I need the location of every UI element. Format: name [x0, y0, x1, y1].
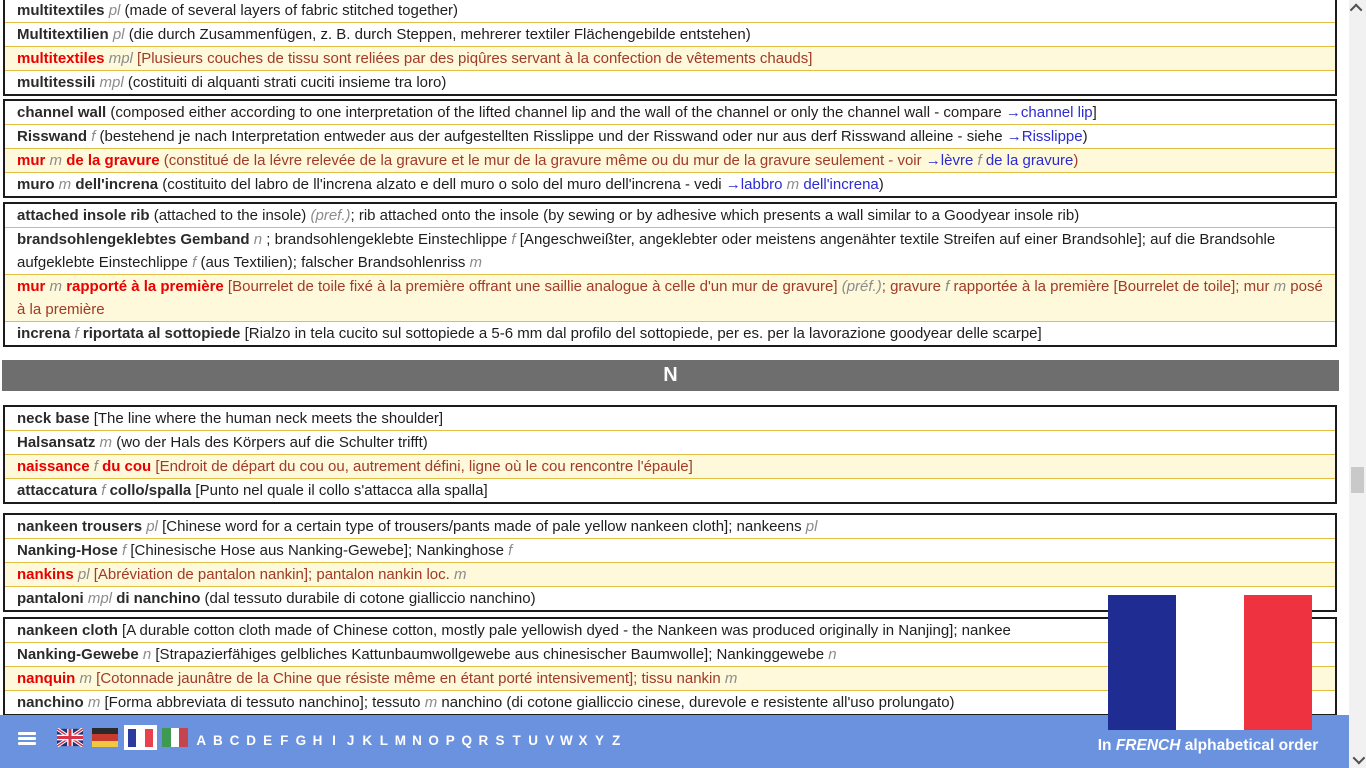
- text-segment: m: [83, 694, 105, 711]
- entry-row-en: [5, 0, 1335, 23]
- text-segment: f: [117, 542, 131, 559]
- alphabet-letter-B[interactable]: B: [213, 733, 223, 748]
- alphabet-letter-S[interactable]: S: [495, 733, 505, 748]
- text-segment: multitessili: [17, 74, 96, 91]
- entry-block-multitextiles: [3, 0, 1337, 96]
- text-segment: ; gravure: [881, 278, 946, 295]
- entry-row-it: [5, 479, 1335, 502]
- text-segment: de la gravure: [66, 152, 160, 169]
- entry-row-it: [5, 71, 1335, 94]
- german-flag-button[interactable]: [92, 728, 118, 747]
- text-segment: nanchino (di cotone gialliccio cinese, durevole e resistente all'uso prolungato): [441, 694, 955, 711]
- alphabet-letter-R[interactable]: R: [478, 733, 489, 748]
- text-segment: rapportée à la première [Bourrelet de toile]; mur: [953, 278, 1274, 295]
- text-segment: nankeen cloth: [17, 622, 118, 639]
- text-segment: [Forma abbreviata di tessuto nanchino]; tessuto: [104, 694, 425, 711]
- text-segment: posé à la première: [17, 278, 1323, 318]
- text-segment: (made of several layers of fabric stitched together): [124, 2, 459, 19]
- text-segment: attaccatura: [17, 482, 98, 499]
- alphabet-letter-V[interactable]: V: [545, 733, 555, 748]
- text-segment: mur: [17, 278, 46, 295]
- cross-reference-link[interactable]: →channel lip: [1005, 104, 1093, 121]
- text-segment: nanquin: [17, 670, 76, 687]
- entry-row-fr: [5, 455, 1335, 479]
- text-segment: mpl: [83, 590, 117, 607]
- text-segment: Multitextilien: [17, 26, 109, 43]
- text-segment: nankeen trousers: [17, 518, 143, 535]
- text-segment: f: [945, 278, 954, 295]
- text-segment: pl: [104, 2, 125, 19]
- text-segment: m: [782, 176, 804, 193]
- text-segment: mur: [17, 152, 46, 169]
- sort-order-note: In FRENCH alphabetical order: [1097, 737, 1319, 754]
- text-segment: multitextiles: [17, 50, 105, 67]
- section-letter-header: [2, 360, 1339, 391]
- alphabet-letter-A[interactable]: A: [196, 733, 207, 748]
- entry-row-de: [5, 23, 1335, 47]
- alphabet-letter-Y[interactable]: Y: [595, 733, 605, 748]
- text-segment: (aus Textilien); falscher Brandsohlenriss: [200, 254, 470, 271]
- alphabet-letter-E[interactable]: E: [263, 733, 273, 748]
- text-segment: multitextiles: [17, 2, 105, 19]
- text-segment: (costituiti di alquanti strati cuciti insieme tra loro): [127, 74, 447, 91]
- text-segment: m: [424, 694, 442, 711]
- text-segment: rapporté à la première: [66, 278, 224, 295]
- text-segment: [Rialzo in tela cucito sul sottopiede a 5-6 mm dal profilo del sottopiede, per es. per la lavorazione goodyear delle scarpe]: [240, 325, 1042, 342]
- text-segment: [Chinese word for a certain type of trousers/pants made of pale yellow nankeen cloth]; nankeens: [162, 518, 806, 535]
- text-segment: m: [724, 670, 738, 687]
- text-segment: f: [70, 325, 83, 342]
- text-segment: [Angeschweißter, angeklebter oder meistens angenähter textile Streifen auf einer Brandsohle]; auf die Brandsohle aufgeklebte Einstechlippe: [17, 231, 1276, 271]
- text-segment: ): [878, 176, 884, 193]
- alphabet-letter-I[interactable]: I: [332, 733, 336, 748]
- alphabet-index: [193, 733, 624, 748]
- cross-reference-link[interactable]: →lèvre: [925, 152, 974, 169]
- text-segment: mpl: [104, 50, 138, 67]
- text-segment: dell'increna: [75, 176, 159, 193]
- cross-reference-link[interactable]: de la gravure: [985, 152, 1074, 169]
- alphabet-letter-T[interactable]: T: [512, 733, 521, 748]
- section-letter: N: [663, 364, 678, 386]
- chevron-down-icon: [1353, 752, 1366, 765]
- text-segment: [Endroit de départ du cou ou, autrement défini, ligne où le cou rencontre l'épaule]: [151, 458, 693, 475]
- text-segment: f: [87, 128, 100, 145]
- cross-reference-link[interactable]: →Risslippe: [1006, 128, 1083, 145]
- alphabet-letter-L[interactable]: L: [379, 733, 388, 748]
- text-segment: (costituito del labro de ll'increna alzato e dell muro o solo del muro dell'increna - vedi: [158, 176, 726, 193]
- entry-row-en: [5, 101, 1335, 125]
- entry-block-attached-insole-rib: [3, 202, 1337, 347]
- text-segment: du cou: [102, 458, 152, 475]
- text-segment: (attached to the insole): [149, 207, 311, 224]
- text-segment: (préf.): [841, 278, 882, 295]
- text-segment: collo/spalla: [109, 482, 192, 499]
- entry-row-it: [5, 173, 1335, 196]
- text-segment: mpl: [95, 74, 128, 91]
- entry-row-it: [5, 322, 1335, 345]
- text-segment: [Chinesische Hose aus Nanking-Gewebe]; Nankinghose: [130, 542, 509, 559]
- scroll-down-button[interactable]: [1349, 751, 1366, 768]
- entry-row-fr: [5, 563, 1335, 587]
- text-segment: pl: [73, 566, 94, 583]
- scroll-up-button[interactable]: [1349, 0, 1366, 17]
- text-segment: n: [138, 646, 156, 663]
- text-segment: m: [469, 254, 482, 271]
- cross-reference-link[interactable]: →labbro: [725, 176, 783, 193]
- text-segment: channel wall: [17, 104, 107, 121]
- french-flag-button-selected[interactable]: [124, 725, 157, 750]
- text-segment: f: [89, 458, 103, 475]
- text-segment: [The line where the human neck meets the shoulder]: [89, 410, 444, 427]
- text-segment: brandsohlengeklebtes Gemband: [17, 231, 250, 248]
- text-segment: m: [45, 278, 67, 295]
- text-segment: ]: [1092, 104, 1097, 121]
- entry-row-en: [5, 515, 1335, 539]
- entry-row-en: [5, 407, 1335, 431]
- alphabet-letter-D[interactable]: D: [246, 733, 256, 748]
- text-segment: Risswand: [17, 128, 88, 145]
- text-segment: [Plusieurs couches de tissu sont reliées par des piqûres servant à la confection de vêtements chauds]: [137, 50, 813, 67]
- text-segment: pl: [805, 518, 818, 535]
- text-segment: muro: [17, 176, 55, 193]
- text-segment: n: [828, 646, 837, 663]
- text-segment: [Bourrelet de toile fixé à la première offrant une saillie analogue à celle d'un mur de gravure]: [223, 278, 842, 295]
- entry-row-de: [5, 539, 1335, 563]
- alphabet-letter-H[interactable]: H: [312, 733, 323, 748]
- alphabet-letter-J[interactable]: J: [346, 733, 355, 748]
- alphabet-letter-M[interactable]: M: [394, 733, 407, 748]
- entry-block-channel-wall: [3, 99, 1337, 198]
- alphabet-letter-C[interactable]: C: [229, 733, 240, 748]
- text-segment: m: [45, 152, 67, 169]
- alphabet-letter-K[interactable]: K: [362, 733, 373, 748]
- text-segment: f: [508, 542, 513, 559]
- entry-row-en: [5, 204, 1335, 228]
- entry-row-de: [5, 431, 1335, 455]
- text-segment: m: [1273, 278, 1291, 295]
- alphabet-letter-P[interactable]: P: [445, 733, 455, 748]
- menu-icon[interactable]: [18, 732, 36, 745]
- text-segment: (composed either according to one interpretation of the lifted channel lip and the wall of the channel or only the channel wall - compare: [106, 104, 1006, 121]
- text-segment: Halsansatz: [17, 434, 96, 451]
- chevron-up-icon: [1350, 4, 1363, 17]
- french-flag-image: [1108, 595, 1312, 730]
- text-segment: di nanchino: [116, 590, 201, 607]
- entry-row-fr: [5, 275, 1335, 322]
- text-segment: nanchino: [17, 694, 84, 711]
- alphabet-letter-G[interactable]: G: [295, 733, 307, 748]
- text-segment: f: [192, 254, 201, 271]
- uk-flag-icon: [57, 728, 83, 747]
- text-segment: ; brandsohlengeklebte Einstechlippe: [266, 231, 512, 248]
- text-segment: (pref.): [310, 207, 351, 224]
- alphabet-letter-X[interactable]: X: [578, 733, 588, 748]
- text-segment: m: [95, 434, 117, 451]
- text-segment: [Punto nel quale il collo s'attacca alla spalla]: [191, 482, 488, 499]
- text-segment: naissance: [17, 458, 90, 475]
- text-segment: nankins: [17, 566, 74, 583]
- text-segment: m: [54, 176, 76, 193]
- entry-block-neck-base: [3, 405, 1337, 504]
- cross-reference-link[interactable]: dell'increna: [803, 176, 879, 193]
- vertical-scrollbar[interactable]: [1349, 0, 1366, 768]
- text-segment: attached insole rib: [17, 207, 150, 224]
- text-segment: ): [1082, 128, 1088, 145]
- text-segment: (constitué de la lévre relevée de la gravure et le mur de la gravure même ou du mur de la gravure seulement - voir: [159, 152, 926, 169]
- text-segment: neck base: [17, 410, 90, 427]
- alphabet-letter-U[interactable]: U: [528, 733, 539, 748]
- alphabet-letter-W[interactable]: W: [559, 733, 573, 748]
- text-segment: ): [1073, 152, 1079, 169]
- text-segment: n: [249, 231, 267, 248]
- text-segment: (bestehend je nach Interpretation entweder aus der aufgestellten Risslippe und der Risswand oder nur aus derf Risswand alleine - siehe: [99, 128, 1007, 145]
- alphabet-letter-N[interactable]: N: [412, 733, 422, 748]
- text-segment: riportata al sottopiede: [82, 325, 241, 342]
- text-segment: f: [511, 231, 520, 248]
- entry-row-fr: [5, 47, 1335, 71]
- alphabet-letter-O[interactable]: O: [428, 733, 439, 748]
- sort-order-language: FRENCH: [1115, 737, 1181, 754]
- entry-row-de: [5, 125, 1335, 149]
- text-segment: ; rib attached onto the insole (by sewing or by adhesive which presents a wall similar to a Goodyear insole rib): [350, 207, 1080, 224]
- text-segment: (die durch Zusammenfügen, z. B. durch Steppen, mehrerer textiler Flächengebilde entstehen): [128, 26, 751, 43]
- text-segment: [Abréviation de pantalon nankin]; pantalon nankin loc.: [93, 566, 454, 583]
- text-segment: [Cotonnade jaunâtre de la Chine que résiste même en étant porté intensivement]; tissu nankin: [96, 670, 725, 687]
- alphabet-letter-Q[interactable]: Q: [461, 733, 473, 748]
- entry-row-de: [5, 228, 1335, 275]
- text-segment: increna: [17, 325, 71, 342]
- text-segment: [A durable cotton cloth made of Chinese cotton, mostly pale yellowish dyed - the Nankeen was produced originally in Nanjing]; nankee: [117, 622, 1011, 639]
- english-flag-button[interactable]: [57, 728, 83, 747]
- text-segment: pantaloni: [17, 590, 84, 607]
- text-segment: [Strapazierfähiges gelbliches Kattunbaumwollgewebe aus chinesischer Baumwolle]; Nankinggewebe: [155, 646, 829, 663]
- text-segment: (dal tessuto durabile di cotone gialliccio nanchino): [200, 590, 536, 607]
- alphabet-letter-Z[interactable]: Z: [612, 733, 621, 748]
- text-segment: pl: [108, 26, 129, 43]
- text-segment: m: [453, 566, 467, 583]
- text-segment: pl: [142, 518, 163, 535]
- alphabet-letter-F[interactable]: F: [280, 733, 289, 748]
- text-segment: f: [973, 152, 986, 169]
- text-segment: (wo der Hals des Körpers auf die Schulter trifft): [116, 434, 428, 451]
- french-flag-icon: [128, 729, 153, 747]
- text-segment: Nanking-Hose: [17, 542, 118, 559]
- text-segment: Nanking-Gewebe: [17, 646, 139, 663]
- scrollbar-thumb[interactable]: [1351, 467, 1364, 493]
- entry-row-fr: [5, 149, 1335, 173]
- text-segment: f: [97, 482, 110, 499]
- text-segment: m: [75, 670, 97, 687]
- italian-flag-button[interactable]: [162, 728, 188, 747]
